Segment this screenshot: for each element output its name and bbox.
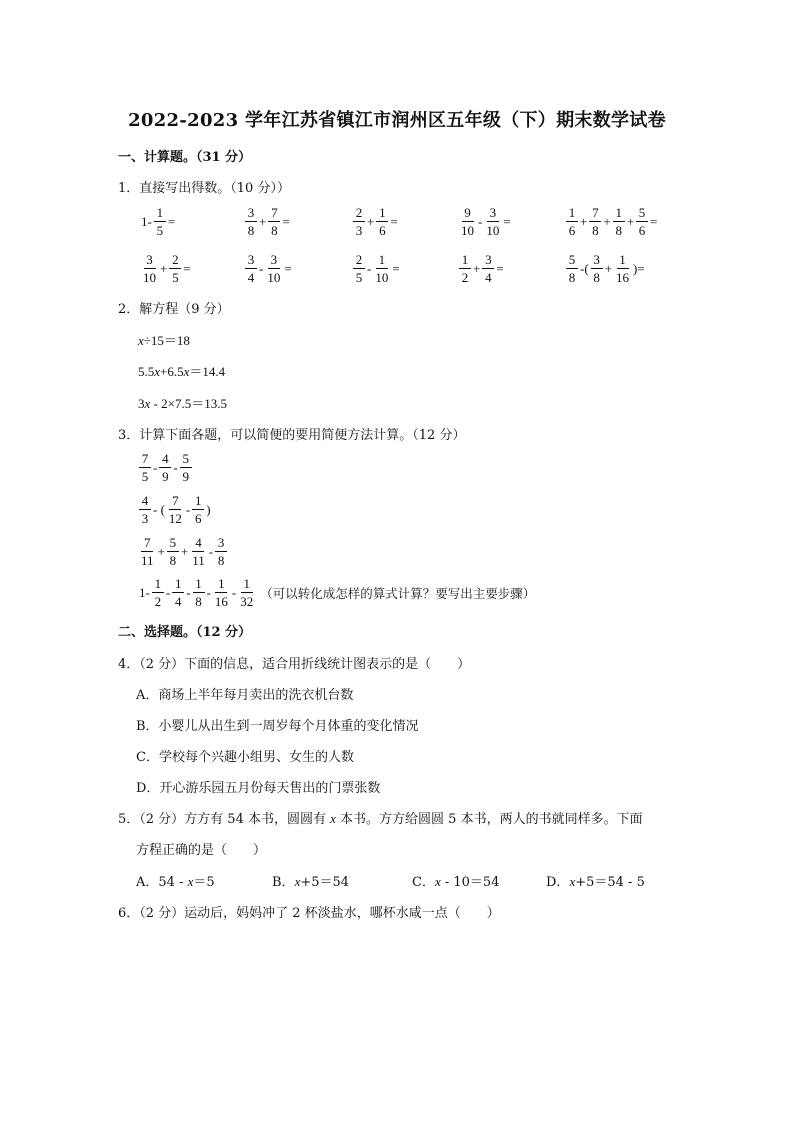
question-5-variable: x: [330, 811, 336, 826]
q1-expr-9: [458, 253, 505, 284]
equation-1-rest: ÷15＝18: [143, 333, 190, 348]
numerator: 7: [589, 206, 601, 222]
equation-3-variable: x: [144, 396, 151, 411]
denominator: 8: [247, 223, 255, 238]
denominator: 11: [141, 553, 154, 568]
fraction: [193, 577, 205, 608]
denominator: 8: [592, 223, 599, 238]
numerator: 2: [353, 206, 365, 222]
operator: +: [473, 260, 481, 276]
equation-2: [138, 361, 225, 380]
operator: - (: [153, 501, 165, 517]
numerator: 1: [376, 253, 388, 269]
numerator: 3: [245, 253, 257, 269]
numerator: 7: [169, 494, 181, 510]
fraction: [190, 536, 207, 567]
numerator: 9: [462, 206, 474, 222]
denominator: 5: [156, 223, 164, 238]
denominator: 8: [593, 270, 600, 285]
denominator: 8: [568, 270, 576, 285]
numerator: 1: [376, 206, 388, 222]
question-4-option-a: A．商场上半年每月卖出的洗衣机台数: [136, 688, 354, 703]
q1-expr-5: [565, 206, 658, 237]
numerator: 1: [154, 206, 166, 222]
numerator: 5: [636, 206, 648, 222]
denominator: 5: [172, 270, 179, 285]
numerator: 4: [139, 494, 151, 510]
numerator: 3: [144, 253, 156, 269]
numerator: 2: [353, 253, 365, 269]
numerator: 3: [268, 253, 280, 269]
denominator: 10: [143, 270, 156, 285]
denominator: 8: [195, 594, 202, 609]
denominator: 12: [168, 511, 182, 526]
q5-opt-d-part-2: +5＝54 - 5: [575, 875, 645, 890]
denominator: 6: [195, 511, 202, 526]
q5-opt-b-variable: x: [294, 874, 301, 889]
question-4-option-d: D．开心游乐园五月份每天售出的门票张数: [136, 781, 381, 796]
section-heading-calculation: 一、计算题。（31 分）: [118, 150, 252, 165]
denominator: 10: [461, 223, 474, 238]
denominator: 8: [615, 223, 622, 238]
equation-2-part-c: ＝14.4: [189, 364, 226, 379]
question-5-stem-line-2: 方程正确的是（ ）: [136, 843, 267, 858]
equation-1-variable: x: [138, 333, 144, 348]
fraction: [265, 253, 282, 284]
fraction: [192, 494, 204, 525]
numerator: 1: [215, 577, 227, 593]
q5-opt-b-part-1: B．: [272, 875, 295, 890]
numerator: 4: [159, 452, 171, 468]
q3-expr-4: [138, 577, 535, 608]
operator: +: [580, 213, 588, 229]
operator: +: [160, 260, 168, 276]
denominator: 8: [169, 553, 177, 568]
operator: +: [367, 213, 375, 229]
denominator: 2: [461, 270, 469, 285]
operator: =: [496, 260, 504, 276]
fraction: [353, 253, 365, 284]
fraction: [180, 452, 192, 483]
denominator: 6: [568, 223, 576, 238]
denominator: 10: [267, 270, 281, 285]
equation-3-rest: - 2×7.5＝13.5: [150, 396, 227, 411]
fraction: [152, 577, 164, 608]
q5-opt-d-variable: x: [569, 874, 576, 889]
question-2-heading: 2．解方程（9 分）: [118, 302, 230, 317]
operator: =: [167, 213, 176, 229]
question-5-stem-part-b: 本书。方方给圆圆 5 本书，两人的书就同样多。下面: [335, 812, 643, 827]
operator: -: [478, 213, 483, 229]
denominator: 8: [217, 553, 225, 568]
q1-expr-3: [352, 206, 399, 237]
numerator: 1: [617, 253, 629, 269]
denominator: 11: [192, 553, 205, 568]
operator: 1-: [141, 213, 152, 229]
operator: -: [185, 501, 191, 517]
denominator: 8: [271, 223, 278, 238]
question-5-option-b: [272, 871, 349, 890]
operator: +: [604, 260, 613, 276]
fraction: [566, 253, 578, 284]
denominator: 10: [375, 270, 389, 285]
operator: +: [603, 213, 611, 229]
fraction: [139, 494, 151, 525]
equation-3-part-a: 3: [138, 396, 145, 411]
operator: =: [284, 260, 292, 276]
q3-expr-1: [138, 452, 193, 483]
numerator: 7: [141, 536, 153, 552]
fraction: [245, 253, 257, 284]
q1-expr-7: [244, 253, 293, 284]
operator: =: [183, 260, 191, 276]
question-5-stem-line-1: [118, 808, 643, 827]
numerator: 1: [613, 206, 625, 222]
question-5-option-c: [412, 871, 499, 890]
denominator: 16: [214, 594, 228, 609]
question-4-stem: 4．（2 分）下面的信息，适合用折线统计图表示的是（ ）: [118, 657, 471, 672]
operator: -: [231, 584, 237, 600]
numerator: 7: [268, 206, 280, 222]
numerator: 7: [139, 452, 151, 468]
page-title: 2022-2023 学年江苏省镇江市润州区五年级（下）期末数学试卷: [128, 110, 666, 131]
q5-opt-c-part-1: C．: [412, 875, 435, 890]
question-4-option-c: C．学校每个兴趣小组男、女生的人数: [136, 750, 354, 765]
question-5-option-d: [546, 871, 645, 890]
operator: =: [650, 213, 658, 229]
denominator: 32: [240, 594, 254, 609]
fraction: [238, 577, 255, 608]
numerator: 3: [245, 206, 257, 222]
denominator: 4: [174, 594, 182, 609]
operator: -(: [580, 260, 589, 276]
numerator: 3: [591, 253, 603, 269]
denominator: 3: [141, 511, 149, 526]
question-6-stem: 6．（2 分）运动后，妈妈冲了 2 杯淡盐水，哪杯水咸一点（ ）: [118, 906, 500, 921]
fraction: [613, 206, 625, 237]
q5-opt-c-variable: x: [434, 874, 441, 889]
operator: +: [157, 543, 165, 559]
fraction: [141, 253, 158, 284]
denominator: 9: [162, 469, 169, 484]
question-5-option-a: [136, 871, 215, 890]
numerator: 5: [167, 536, 179, 552]
operator: =: [392, 260, 400, 276]
question-4-option-b: B．小婴儿从出生到一周岁每个月体重的变化情况: [136, 719, 419, 734]
numerator: 4: [192, 536, 204, 552]
operator: -: [173, 459, 178, 475]
fraction: [245, 206, 257, 237]
fraction: [591, 253, 603, 284]
numerator: 3: [215, 536, 227, 552]
numerator: 1: [241, 577, 253, 593]
q1-expr-1: [140, 206, 176, 237]
fraction: [172, 577, 184, 608]
fraction: [459, 206, 476, 237]
fraction: [484, 206, 501, 237]
denominator: 5: [355, 270, 363, 285]
fraction: [353, 206, 365, 237]
q1-expr-10: [565, 253, 646, 284]
numerator: 5: [180, 452, 192, 468]
fraction: [167, 494, 184, 525]
fraction: [614, 253, 631, 284]
fraction: [482, 253, 494, 284]
denominator: 6: [638, 223, 646, 238]
operator: +: [626, 213, 635, 229]
question-3-heading: 3．计算下面各题，可以简便的要用简便方法计算。（12 分）: [118, 428, 466, 443]
fraction: [154, 206, 166, 237]
numerator: 3: [482, 253, 494, 269]
operator: -: [206, 584, 211, 600]
denominator: 9: [182, 469, 189, 484]
denominator: 10: [486, 223, 500, 238]
q5-opt-a-variable: x: [187, 874, 194, 889]
question-5-stem-part-a: 5．（2 分）方方有 54 本书，圆圆有: [118, 812, 331, 827]
denominator: 4: [247, 270, 255, 285]
operator: ): [206, 501, 211, 517]
numerator: 1: [459, 253, 471, 269]
equation-3: [138, 393, 227, 412]
numerator: 1: [172, 577, 184, 593]
section-heading-choice: 二、选择题。（12 分）: [118, 625, 252, 640]
numerator: 5: [566, 253, 578, 269]
fraction: [566, 206, 578, 237]
fraction: [636, 206, 648, 237]
equation-2-part-a: 5.5: [138, 364, 155, 379]
fraction: [268, 206, 280, 237]
numerator: 3: [487, 206, 499, 222]
numerator: 1: [566, 206, 578, 222]
operator: -: [153, 459, 158, 475]
question-1-heading: 1．直接写出得数。（10 分））: [118, 181, 290, 196]
q5-opt-b-part-2: +5＝54: [300, 875, 350, 890]
q5-opt-d-part-1: D．: [546, 875, 570, 890]
operator: =: [282, 213, 290, 229]
fraction: [589, 206, 601, 237]
fraction: [213, 577, 230, 608]
operator: -: [259, 260, 264, 276]
operator: -: [186, 584, 191, 600]
fraction: [139, 536, 156, 567]
fraction: [459, 253, 471, 284]
fraction: [159, 452, 171, 483]
denominator: 4: [485, 270, 492, 285]
q1-expr-2: [244, 206, 291, 237]
fraction: [376, 206, 388, 237]
operator: +: [180, 543, 189, 559]
operator: =: [503, 213, 511, 229]
q1-expr-4: [458, 206, 512, 237]
denominator: 3: [355, 223, 363, 238]
q5-opt-a-part-1: A．54 -: [136, 875, 188, 890]
denominator: 5: [141, 469, 149, 484]
instruction-note: （可以转化成怎样的算式计算？要写出主要步骤）: [260, 585, 536, 601]
numerator: 1: [193, 577, 205, 593]
equation-2-variable-2: x: [183, 364, 190, 379]
numerator: 1: [152, 577, 164, 593]
q1-expr-6: [140, 253, 192, 284]
equation-1: [138, 330, 190, 349]
fraction: [169, 253, 181, 284]
operator: -: [367, 260, 372, 276]
q5-opt-a-part-2: ＝5: [193, 875, 215, 890]
denominator: 2: [154, 594, 162, 609]
operator: =: [390, 213, 398, 229]
fraction: [215, 536, 227, 567]
q1-expr-8: [352, 253, 401, 284]
operator: +: [259, 213, 267, 229]
numerator: 1: [192, 494, 204, 510]
equation-2-part-b: +6.5: [160, 364, 184, 379]
numerator: 2: [169, 253, 181, 269]
denominator: 16: [616, 270, 630, 285]
q3-expr-3: [138, 536, 228, 567]
operator: -: [165, 584, 171, 600]
q5-opt-c-part-2: - 10＝54: [440, 875, 500, 890]
fraction: [139, 452, 151, 483]
q3-expr-2: [138, 494, 212, 525]
fraction: [373, 253, 390, 284]
denominator: 6: [379, 223, 386, 238]
operator: )=: [633, 260, 645, 276]
equation-2-variable-1: x: [154, 364, 161, 379]
operator: -: [208, 543, 214, 559]
operator: 1-: [139, 584, 150, 600]
fraction: [167, 536, 179, 567]
